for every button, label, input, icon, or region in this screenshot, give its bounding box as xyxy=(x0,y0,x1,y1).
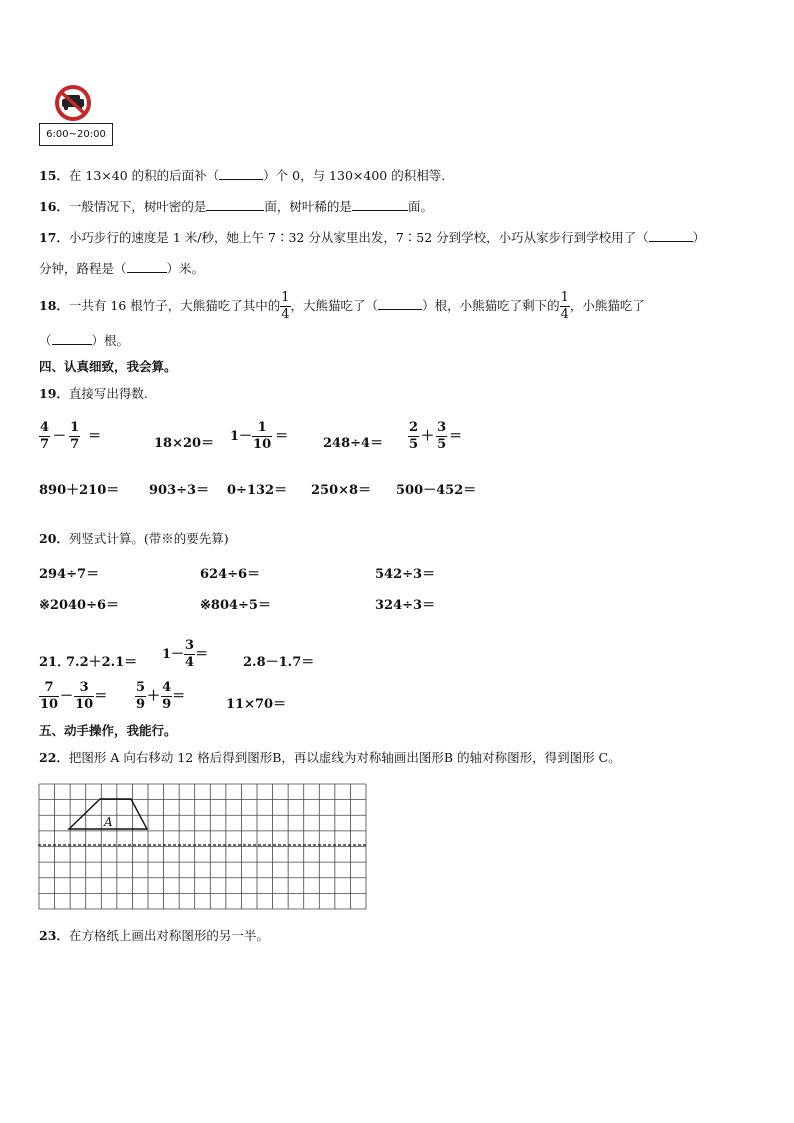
answer-blank[interactable] xyxy=(649,229,693,242)
question-text: 面。 xyxy=(407,199,433,214)
question-19 xyxy=(39,385,148,403)
answer-blank[interactable] xyxy=(206,198,264,211)
no-motor-vehicle-sign-icon xyxy=(52,85,96,123)
question-23 xyxy=(39,927,269,945)
question-16 xyxy=(39,198,433,216)
fraction: $\frac{3}{5}$ xyxy=(437,420,447,452)
expression: $\frac{4}{7}$ － $\frac{1}{7}$ ＝ xyxy=(40,420,102,452)
question-22 xyxy=(39,749,621,767)
question-text: ）根，小熊猫吃了剩下的 xyxy=(422,298,560,313)
question-18-line-2 xyxy=(39,332,129,350)
shape-a-label: A xyxy=(104,815,113,829)
question-20 xyxy=(39,530,229,548)
question-number: 18． xyxy=(39,298,69,313)
question-text: 分钟，路程是（ xyxy=(39,261,127,276)
expression: 500－452＝ xyxy=(396,483,477,498)
expression: 903÷3＝ xyxy=(149,483,210,498)
question-text: 小巧步行的速度是 1 米/秒，她上午 7∶32 分从家里出发，7∶52 分到学校，小巧从家步行到学校用了（ xyxy=(68,230,649,245)
question-text: 一般情况下，树叶密的是 xyxy=(68,199,207,214)
question-18-line-1 xyxy=(39,288,645,324)
expression: ※804÷5＝ xyxy=(200,598,271,613)
question-number: 22． xyxy=(39,750,69,765)
grid-figure[interactable] xyxy=(38,783,368,911)
time-restriction-label: 6:00~20:00 xyxy=(39,123,113,146)
question-text: ）米。 xyxy=(166,261,205,276)
question-number: 15． xyxy=(39,168,69,183)
expression: 0÷132＝ xyxy=(227,483,288,498)
question-17-line-2 xyxy=(39,260,204,278)
fraction: $\frac{1}{10}$ xyxy=(253,420,272,452)
question-text: ，小熊猫吃了 xyxy=(569,298,645,313)
question-text: ） xyxy=(692,230,706,245)
fraction: $\frac{4}{7}$ xyxy=(40,420,50,452)
expression: 1－ $\frac{1}{10}$ ＝ xyxy=(230,420,289,452)
question-number: 17． xyxy=(39,230,69,245)
expression: 324÷3＝ xyxy=(375,598,436,613)
question-number: 23． xyxy=(39,928,69,943)
answer-blank[interactable] xyxy=(127,260,167,273)
fraction: $\frac{7}{10}$ xyxy=(40,680,59,712)
answer-blank[interactable] xyxy=(219,167,263,180)
question-text: （ xyxy=(39,333,52,348)
question-text: 把图形 A 向右移动 12 格后得到图形B，再以虚线为对称轴画出图形B 的轴对称图形，得到图形 C。 xyxy=(68,750,621,765)
expression: $\frac{5}{9}$ ＋ $\frac{4}{9}$ ＝ xyxy=(136,680,186,712)
answer-blank[interactable] xyxy=(52,332,92,345)
question-number: 20． xyxy=(39,531,69,546)
question-17-line-1 xyxy=(39,229,705,247)
fraction: $\frac{4}{9}$ xyxy=(162,680,172,712)
answer-blank[interactable] xyxy=(352,198,408,211)
question-text: ）个 0，与 130×400 的积相等. xyxy=(263,168,446,183)
question-text: 直接写出得数. xyxy=(68,386,148,401)
question-number: 19． xyxy=(39,386,69,401)
expression: $\frac{7}{10}$ － $\frac{3}{10}$ ＝ xyxy=(40,680,108,712)
fraction: $\frac{3}{10}$ xyxy=(75,680,94,712)
expression: 18×20＝ xyxy=(154,436,215,451)
question-number: 16． xyxy=(39,199,69,214)
question-text: 一共有 16 根竹子，大熊猫吃了其中的 xyxy=(68,298,281,313)
expression: $\frac{2}{5}$ ＋ $\frac{3}{5}$ ＝ xyxy=(409,420,463,452)
expression: 7.2＋2.1＝ xyxy=(66,655,138,670)
expression: 542÷3＝ xyxy=(375,567,436,582)
fraction: $\frac{1}{4}$ xyxy=(560,290,569,322)
question-text: 面，树叶稀的是 xyxy=(264,199,352,214)
question-text: 列竖式计算。(带※的要先算) xyxy=(68,531,229,546)
question-text: ）根。 xyxy=(91,333,130,348)
expression: 294÷7＝ xyxy=(39,567,100,582)
fraction: $\frac{1}{7}$ xyxy=(70,420,80,452)
section-heading: 四、认真细致，我会算。 xyxy=(39,359,177,374)
expression: ※2040÷6＝ xyxy=(39,598,120,613)
answer-blank[interactable] xyxy=(378,297,422,310)
question-text: ，大熊猫吃了（ xyxy=(290,298,379,313)
question-21-number: 21． xyxy=(39,655,71,670)
expression: 250×8＝ xyxy=(311,483,372,498)
fraction: $\frac{1}{4}$ xyxy=(281,290,290,322)
expression: 1－ $\frac{3}{4}$ ＝ xyxy=(162,638,209,670)
fraction: $\frac{5}{9}$ xyxy=(136,680,146,712)
question-text: 在方格纸上画出对称图形的另一半。 xyxy=(68,928,269,943)
question-15 xyxy=(39,167,445,185)
expression: 248÷4＝ xyxy=(323,436,384,451)
question-text: 在 13×40 的积的后面补（ xyxy=(68,168,220,183)
expression: 2.8－1.7＝ xyxy=(243,655,315,670)
section-heading: 五、动手操作，我能行。 xyxy=(39,723,177,738)
expression: 890＋210＝ xyxy=(39,483,120,498)
expression: 624÷6＝ xyxy=(200,567,261,582)
fraction: $\frac{2}{5}$ xyxy=(409,420,419,452)
fraction: $\frac{3}{4}$ xyxy=(185,638,195,670)
expression: 11×70＝ xyxy=(226,697,287,712)
